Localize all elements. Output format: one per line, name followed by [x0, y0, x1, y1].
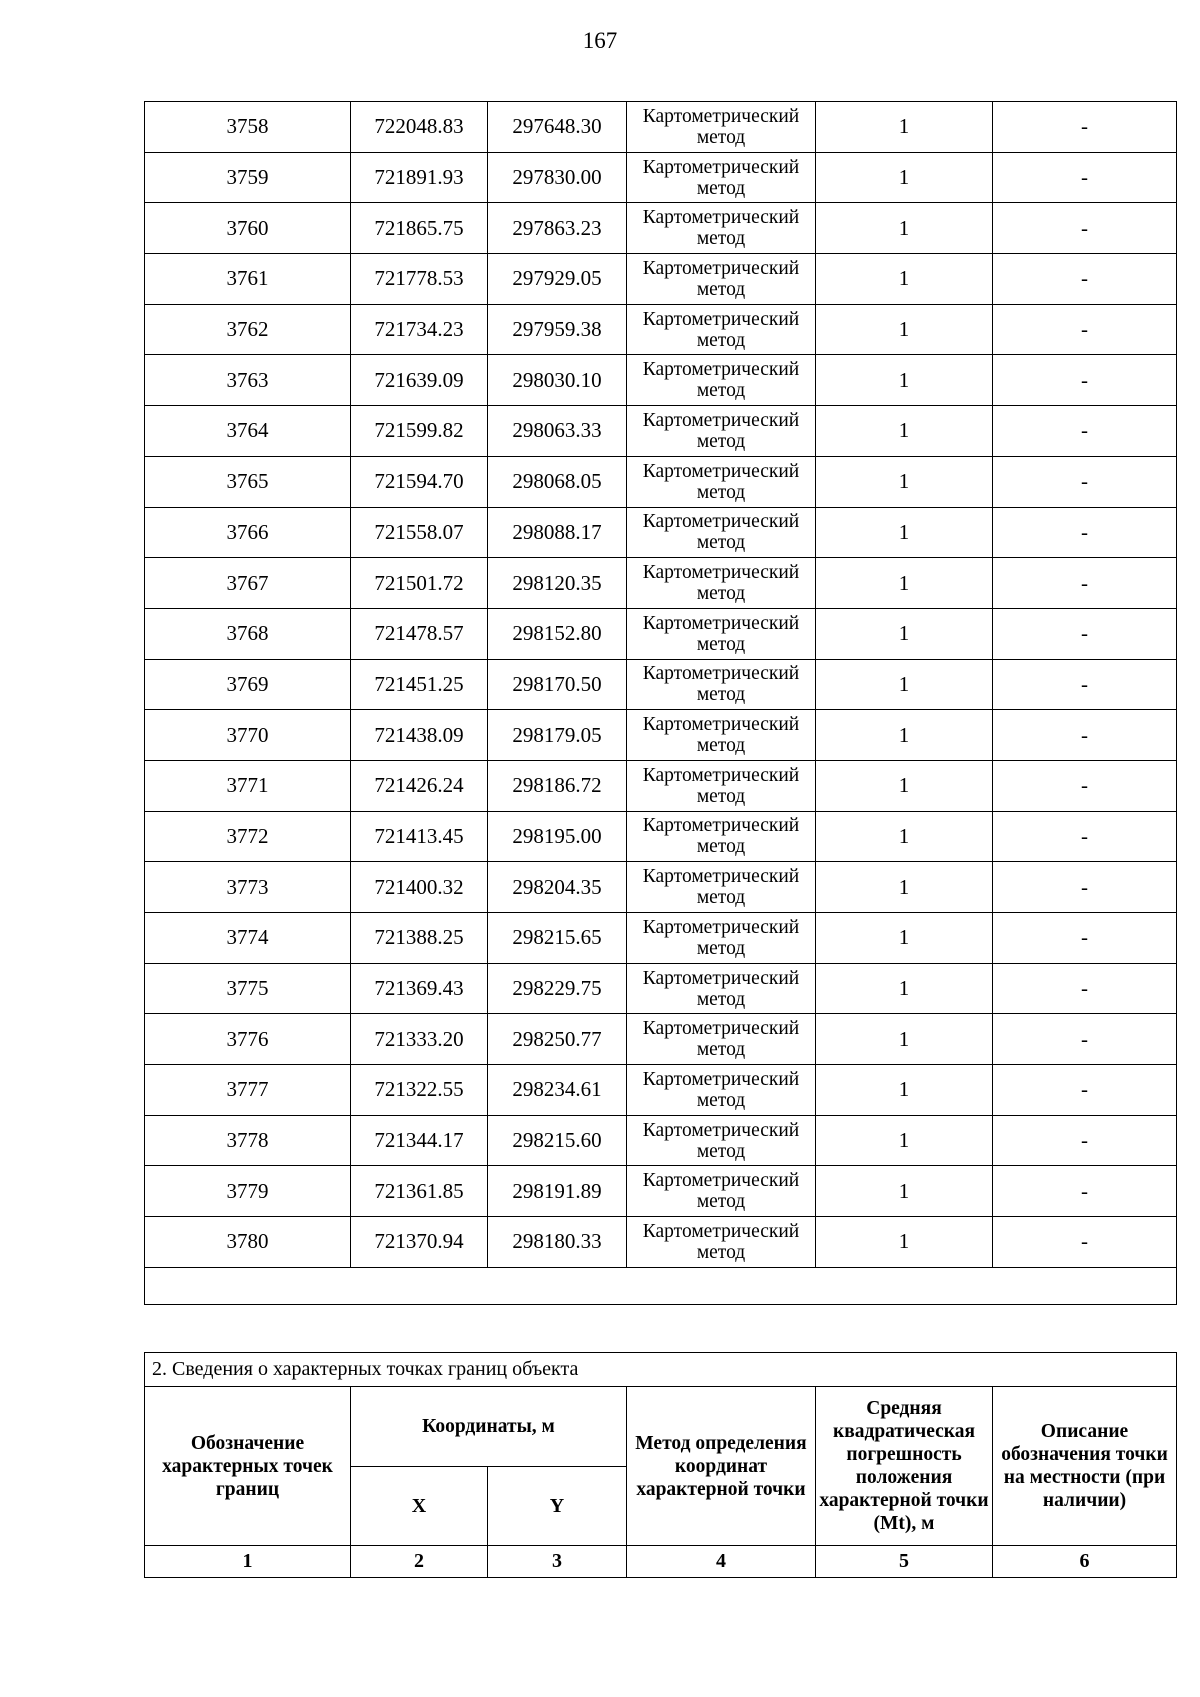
- description-cell: -: [993, 254, 1177, 305]
- point-id-cell: 3777: [145, 1065, 351, 1116]
- table-row: [145, 963, 1177, 1014]
- method-text: Картометрический: [642, 967, 800, 989]
- accuracy-cell: 1: [816, 304, 993, 355]
- method-text: метод: [696, 1089, 746, 1111]
- x-coordinate-cell: 721344.17: [351, 1115, 488, 1166]
- y-coordinate-cell: 298195.00: [488, 811, 627, 862]
- header-coordinates: Координаты, м: [351, 1387, 627, 1467]
- y-coordinate-cell: 298229.75: [488, 963, 627, 1014]
- point-id-cell: 3759: [145, 152, 351, 203]
- x-coordinate-cell: 721400.32: [351, 862, 488, 913]
- page-number: 167: [582, 28, 618, 53]
- accuracy-cell: 1: [816, 355, 993, 406]
- y-coordinate-cell: 297863.23: [488, 203, 627, 254]
- point-id-cell: 3773: [145, 862, 351, 913]
- method-cell: [627, 304, 816, 355]
- method-text: метод: [696, 1241, 746, 1263]
- method-cell: [627, 102, 816, 153]
- method-text: метод: [696, 126, 746, 148]
- column-number: 1: [145, 1546, 351, 1578]
- header-accuracy: Средняя квадратическая погрешность положения характерной точки (Mt), м: [816, 1387, 993, 1546]
- point-id-cell: 3768: [145, 608, 351, 659]
- y-coordinate-cell: 298191.89: [488, 1166, 627, 1217]
- method-cell: [627, 1115, 816, 1166]
- table-row: [145, 1014, 1177, 1065]
- header-description: Описание обозначения точки на местности (при наличии): [993, 1387, 1177, 1546]
- method-cell: [627, 1014, 816, 1065]
- method-text: метод: [696, 684, 746, 706]
- x-coordinate-cell: 721639.09: [351, 355, 488, 406]
- table-row: [145, 862, 1177, 913]
- y-coordinate-cell: 298152.80: [488, 608, 627, 659]
- x-coordinate-cell: 721891.93: [351, 152, 488, 203]
- accuracy-cell: 1: [816, 913, 993, 964]
- table-row: [145, 203, 1177, 254]
- point-id-cell: 3762: [145, 304, 351, 355]
- description-cell: -: [993, 710, 1177, 761]
- method-cell: [627, 608, 816, 659]
- point-id-cell: 3766: [145, 507, 351, 558]
- table-row: [145, 355, 1177, 406]
- accuracy-cell: 1: [816, 710, 993, 761]
- method-text: Картометрический: [642, 257, 800, 279]
- x-coordinate-cell: 721322.55: [351, 1065, 488, 1116]
- description-cell: -: [993, 1065, 1177, 1116]
- method-text: Картометрический: [642, 460, 800, 482]
- method-text: метод: [696, 380, 746, 402]
- method-text: метод: [696, 532, 746, 554]
- table-row: [145, 913, 1177, 964]
- y-coordinate-cell: 298120.35: [488, 558, 627, 609]
- table-row: [145, 608, 1177, 659]
- description-cell: -: [993, 760, 1177, 811]
- point-id-cell: 3760: [145, 203, 351, 254]
- x-coordinate-cell: 721501.72: [351, 558, 488, 609]
- method-text: метод: [696, 583, 746, 605]
- description-cell: -: [993, 1115, 1177, 1166]
- y-coordinate-cell: 298204.35: [488, 862, 627, 913]
- method-text: Картометрический: [642, 1170, 800, 1192]
- y-coordinate-cell: 297830.00: [488, 152, 627, 203]
- table-row: [145, 811, 1177, 862]
- x-coordinate-cell: 721594.70: [351, 456, 488, 507]
- description-cell: -: [993, 659, 1177, 710]
- y-coordinate-cell: 298063.33: [488, 406, 627, 457]
- method-text: Картометрический: [642, 1068, 800, 1090]
- method-cell: [627, 355, 816, 406]
- method-cell: [627, 254, 816, 305]
- method-text: метод: [696, 329, 746, 351]
- accuracy-cell: 1: [816, 152, 993, 203]
- point-id-cell: 3779: [145, 1166, 351, 1217]
- method-text: метод: [696, 836, 746, 858]
- column-number: 3: [488, 1546, 627, 1578]
- method-text: метод: [696, 1191, 746, 1213]
- method-cell: [627, 1065, 816, 1116]
- table-row: [145, 1166, 1177, 1217]
- method-cell: [627, 963, 816, 1014]
- method-text: Картометрический: [642, 1119, 800, 1141]
- table-row: [145, 254, 1177, 305]
- x-coordinate-cell: 721438.09: [351, 710, 488, 761]
- method-cell: [627, 862, 816, 913]
- x-coordinate-cell: 721426.24: [351, 760, 488, 811]
- y-coordinate-cell: 297929.05: [488, 254, 627, 305]
- description-cell: -: [993, 406, 1177, 457]
- accuracy-cell: 1: [816, 760, 993, 811]
- method-text: метод: [696, 228, 746, 250]
- table-row: [145, 1115, 1177, 1166]
- section-table: [144, 1352, 1177, 1578]
- point-id-cell: 3778: [145, 1115, 351, 1166]
- column-number: 6: [993, 1546, 1177, 1578]
- method-text: метод: [696, 1140, 746, 1162]
- x-coordinate-cell: 722048.83: [351, 102, 488, 153]
- description-cell: -: [993, 304, 1177, 355]
- method-cell: [627, 406, 816, 457]
- x-coordinate-cell: 721778.53: [351, 254, 488, 305]
- accuracy-cell: 1: [816, 963, 993, 1014]
- accuracy-cell: 1: [816, 659, 993, 710]
- table-row: [145, 1065, 1177, 1116]
- description-cell: -: [993, 355, 1177, 406]
- header-method: Метод определения координат характерной точки: [627, 1387, 816, 1546]
- description-cell: -: [993, 1217, 1177, 1268]
- method-text: метод: [696, 785, 746, 807]
- method-text: Картометрический: [642, 815, 800, 837]
- table-row: [145, 760, 1177, 811]
- table-row: [145, 1217, 1177, 1268]
- table-row: [145, 507, 1177, 558]
- method-text: Картометрический: [642, 916, 800, 938]
- description-cell: -: [993, 963, 1177, 1014]
- method-text: Картометрический: [642, 866, 800, 888]
- method-cell: [627, 507, 816, 558]
- method-cell: [627, 659, 816, 710]
- accuracy-cell: 1: [816, 1217, 993, 1268]
- description-cell: -: [993, 102, 1177, 153]
- accuracy-cell: 1: [816, 862, 993, 913]
- description-cell: -: [993, 456, 1177, 507]
- accuracy-cell: 1: [816, 811, 993, 862]
- coordinates-table-body: [145, 102, 1177, 1305]
- point-id-cell: 3767: [145, 558, 351, 609]
- description-cell: -: [993, 152, 1177, 203]
- method-cell: [627, 152, 816, 203]
- x-coordinate-cell: 721333.20: [351, 1014, 488, 1065]
- accuracy-cell: 1: [816, 1065, 993, 1116]
- y-coordinate-cell: 298234.61: [488, 1065, 627, 1116]
- description-cell: -: [993, 608, 1177, 659]
- empty-cell: [145, 1267, 1177, 1304]
- method-cell: [627, 913, 816, 964]
- x-coordinate-cell: 721369.43: [351, 963, 488, 1014]
- description-cell: -: [993, 913, 1177, 964]
- point-id-cell: 3776: [145, 1014, 351, 1065]
- method-cell: [627, 203, 816, 254]
- method-text: Картометрический: [642, 511, 800, 533]
- method-text: Картометрический: [642, 764, 800, 786]
- method-text: метод: [696, 735, 746, 757]
- point-id-cell: 3761: [145, 254, 351, 305]
- point-id-cell: 3763: [145, 355, 351, 406]
- method-text: метод: [696, 481, 746, 503]
- point-id-cell: 3774: [145, 913, 351, 964]
- method-text: метод: [696, 177, 746, 199]
- table-row: [145, 659, 1177, 710]
- x-coordinate-cell: 721388.25: [351, 913, 488, 964]
- accuracy-cell: 1: [816, 203, 993, 254]
- point-id-cell: 3771: [145, 760, 351, 811]
- method-cell: [627, 456, 816, 507]
- method-text: Картометрический: [642, 156, 800, 178]
- description-cell: -: [993, 811, 1177, 862]
- x-coordinate-cell: 721865.75: [351, 203, 488, 254]
- x-coordinate-cell: 721478.57: [351, 608, 488, 659]
- x-coordinate-cell: 721361.85: [351, 1166, 488, 1217]
- column-number: 5: [816, 1546, 993, 1578]
- method-text: Картометрический: [642, 308, 800, 330]
- accuracy-cell: 1: [816, 102, 993, 153]
- header-y: Y: [488, 1467, 627, 1546]
- y-coordinate-cell: 298068.05: [488, 456, 627, 507]
- section-title: 2. Сведения о характерных точках границ объекта: [145, 1353, 1177, 1387]
- coordinates-table: [144, 101, 1177, 1305]
- x-coordinate-cell: 721558.07: [351, 507, 488, 558]
- table-row: [145, 406, 1177, 457]
- point-id-cell: 3770: [145, 710, 351, 761]
- method-text: метод: [696, 937, 746, 959]
- method-cell: [627, 558, 816, 609]
- method-cell: [627, 1217, 816, 1268]
- header-designation: Обозначение характерных точек границ: [145, 1387, 351, 1546]
- table-row: [145, 152, 1177, 203]
- method-text: Картометрический: [642, 714, 800, 736]
- method-text: Картометрический: [642, 207, 800, 229]
- x-coordinate-cell: 721370.94: [351, 1217, 488, 1268]
- accuracy-cell: 1: [816, 507, 993, 558]
- table-row: [145, 456, 1177, 507]
- column-number: 4: [627, 1546, 816, 1578]
- accuracy-cell: 1: [816, 1014, 993, 1065]
- table-row: [145, 102, 1177, 153]
- method-text: Картометрический: [642, 409, 800, 431]
- y-coordinate-cell: 298179.05: [488, 710, 627, 761]
- method-text: Картометрический: [642, 1018, 800, 1040]
- y-coordinate-cell: 298170.50: [488, 659, 627, 710]
- x-coordinate-cell: 721451.25: [351, 659, 488, 710]
- description-cell: -: [993, 1014, 1177, 1065]
- x-coordinate-cell: 721599.82: [351, 406, 488, 457]
- method-text: Картометрический: [642, 612, 800, 634]
- column-number: 2: [351, 1546, 488, 1578]
- point-id-cell: 3780: [145, 1217, 351, 1268]
- method-cell: [627, 760, 816, 811]
- method-text: метод: [696, 1039, 746, 1061]
- point-id-cell: 3764: [145, 406, 351, 457]
- y-coordinate-cell: 298215.60: [488, 1115, 627, 1166]
- method-text: Картометрический: [642, 663, 800, 685]
- table-row: [145, 710, 1177, 761]
- x-coordinate-cell: 721413.45: [351, 811, 488, 862]
- description-cell: -: [993, 862, 1177, 913]
- point-id-cell: 3775: [145, 963, 351, 1014]
- y-coordinate-cell: 298215.65: [488, 913, 627, 964]
- method-cell: [627, 811, 816, 862]
- accuracy-cell: 1: [816, 1115, 993, 1166]
- method-text: метод: [696, 278, 746, 300]
- method-cell: [627, 1166, 816, 1217]
- accuracy-cell: 1: [816, 608, 993, 659]
- y-coordinate-cell: 298250.77: [488, 1014, 627, 1065]
- accuracy-cell: 1: [816, 1166, 993, 1217]
- description-cell: -: [993, 558, 1177, 609]
- point-id-cell: 3772: [145, 811, 351, 862]
- point-id-cell: 3758: [145, 102, 351, 153]
- method-text: метод: [696, 887, 746, 909]
- accuracy-cell: 1: [816, 456, 993, 507]
- method-text: Картометрический: [642, 562, 800, 584]
- method-text: метод: [696, 430, 746, 452]
- y-coordinate-cell: 297959.38: [488, 304, 627, 355]
- header-x: X: [351, 1467, 488, 1546]
- method-text: метод: [696, 988, 746, 1010]
- empty-row: [145, 1267, 1177, 1304]
- y-coordinate-cell: 298030.10: [488, 355, 627, 406]
- description-cell: -: [993, 507, 1177, 558]
- accuracy-cell: 1: [816, 254, 993, 305]
- y-coordinate-cell: 297648.30: [488, 102, 627, 153]
- y-coordinate-cell: 298186.72: [488, 760, 627, 811]
- accuracy-cell: 1: [816, 558, 993, 609]
- accuracy-cell: 1: [816, 406, 993, 457]
- method-text: Картометрический: [642, 359, 800, 381]
- x-coordinate-cell: 721734.23: [351, 304, 488, 355]
- table-row: [145, 558, 1177, 609]
- method-text: метод: [696, 633, 746, 655]
- method-cell: [627, 710, 816, 761]
- description-cell: -: [993, 1166, 1177, 1217]
- y-coordinate-cell: 298088.17: [488, 507, 627, 558]
- method-text: Картометрический: [642, 105, 800, 127]
- y-coordinate-cell: 298180.33: [488, 1217, 627, 1268]
- method-text: Картометрический: [642, 1220, 800, 1242]
- point-id-cell: 3765: [145, 456, 351, 507]
- table-row: [145, 304, 1177, 355]
- point-id-cell: 3769: [145, 659, 351, 710]
- description-cell: -: [993, 203, 1177, 254]
